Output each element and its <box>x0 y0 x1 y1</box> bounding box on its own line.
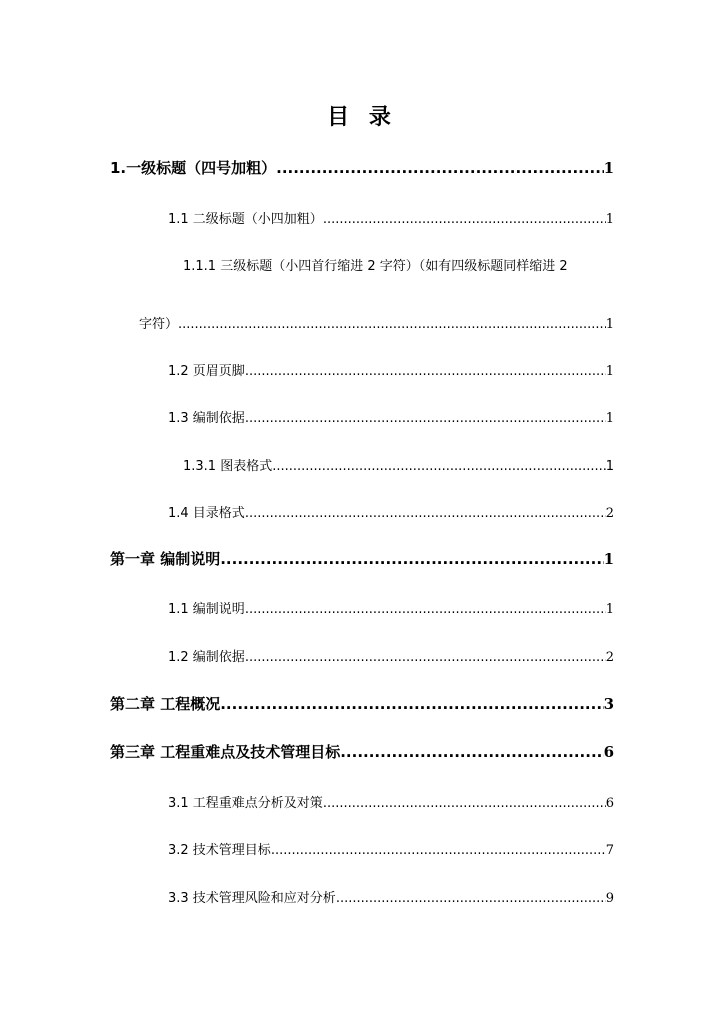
toc-leader-dots <box>340 743 603 761</box>
toc-entry-page: 1 <box>605 212 614 227</box>
toc-entry[interactable] <box>168 598 614 617</box>
toc-entry-label: 1.3 编制依据 <box>168 411 245 426</box>
toc-leader-dots <box>276 159 603 177</box>
toc-entry-label: 3.2 技术管理目标 <box>168 843 271 858</box>
toc-entry[interactable] <box>110 741 614 762</box>
toc-entry-page: 1 <box>605 364 614 379</box>
toc-entry-label: 第一章 编制说明 <box>110 550 221 568</box>
toc-title: 目 录 <box>327 105 397 130</box>
toc-leader-dots <box>245 602 606 617</box>
toc-entry[interactable] <box>168 502 614 521</box>
toc-entry-page: 6 <box>605 796 614 811</box>
toc-leader-dots <box>245 506 606 521</box>
toc-leader-dots <box>220 550 603 568</box>
toc-entry[interactable] <box>168 360 614 379</box>
toc-entry-page: 2 <box>605 506 614 521</box>
toc-entry-page: 1 <box>605 459 614 474</box>
toc-entry-label: 1.1 二级标题（小四加粗） <box>168 212 323 227</box>
toc-entry-page: 3 <box>603 695 614 713</box>
toc-leader-dots <box>336 891 606 906</box>
toc-entry[interactable] <box>139 313 614 332</box>
toc-entry-page: 1 <box>605 317 614 332</box>
toc-entry-label-line1[interactable]: 1.1.1 三级标题（小四首行缩进 2 字符）（如有四级标题同样缩进 2 <box>183 259 568 274</box>
toc-entry[interactable] <box>168 208 614 227</box>
toc-leader-dots <box>245 411 606 426</box>
toc-leader-dots <box>245 364 606 379</box>
toc-entry-label: 1.2 页眉页脚 <box>168 364 245 379</box>
toc-entry-label: 3.1 工程重难点分析及对策 <box>168 796 323 811</box>
toc-entry-page: 1 <box>605 602 614 617</box>
toc-entry-page: 9 <box>605 891 614 906</box>
toc-leader-dots <box>271 843 606 858</box>
toc-entry[interactable] <box>183 455 614 474</box>
toc-entry[interactable] <box>110 548 614 569</box>
toc-entry-label: 1.一级标题（四号加粗） <box>110 159 277 177</box>
toc-leader-dots <box>220 695 603 713</box>
toc-entry-page: 1 <box>603 550 614 568</box>
toc-leader-dots <box>245 650 606 665</box>
toc-entry-page: 2 <box>605 650 614 665</box>
toc-entry[interactable] <box>168 407 614 426</box>
toc-entry-label: 3.3 技术管理风险和应对分析 <box>168 891 336 906</box>
toc-leader-dots <box>323 212 606 227</box>
toc-entry-label: 1.3.1 图表格式 <box>183 459 273 474</box>
toc-entry[interactable] <box>168 839 614 858</box>
toc-entry-label: 1.2 编制依据 <box>168 650 245 665</box>
toc-entry-label: 第三章 工程重难点及技术管理目标 <box>110 743 341 761</box>
toc-entry-label: 第二章 工程概况 <box>110 695 221 713</box>
toc-entry-page: 7 <box>605 843 614 858</box>
toc-entry-label: 1.4 目录格式 <box>168 506 245 521</box>
toc-entry-page: 1 <box>603 159 614 177</box>
toc-leader-dots <box>272 459 606 474</box>
toc-leader-dots <box>323 796 606 811</box>
toc-entry-page: 1 <box>605 411 614 426</box>
toc-entry-label: 1.1 编制说明 <box>168 602 245 617</box>
toc-leader-dots <box>178 317 606 332</box>
toc-entry[interactable] <box>168 792 614 811</box>
toc-entry-label-line2: 字符） <box>139 317 179 332</box>
toc-entry[interactable] <box>110 157 614 178</box>
toc-entry[interactable] <box>110 693 614 714</box>
toc-entry[interactable] <box>168 646 614 665</box>
toc-entry[interactable] <box>168 887 614 906</box>
toc-entry-page: 6 <box>603 743 614 761</box>
